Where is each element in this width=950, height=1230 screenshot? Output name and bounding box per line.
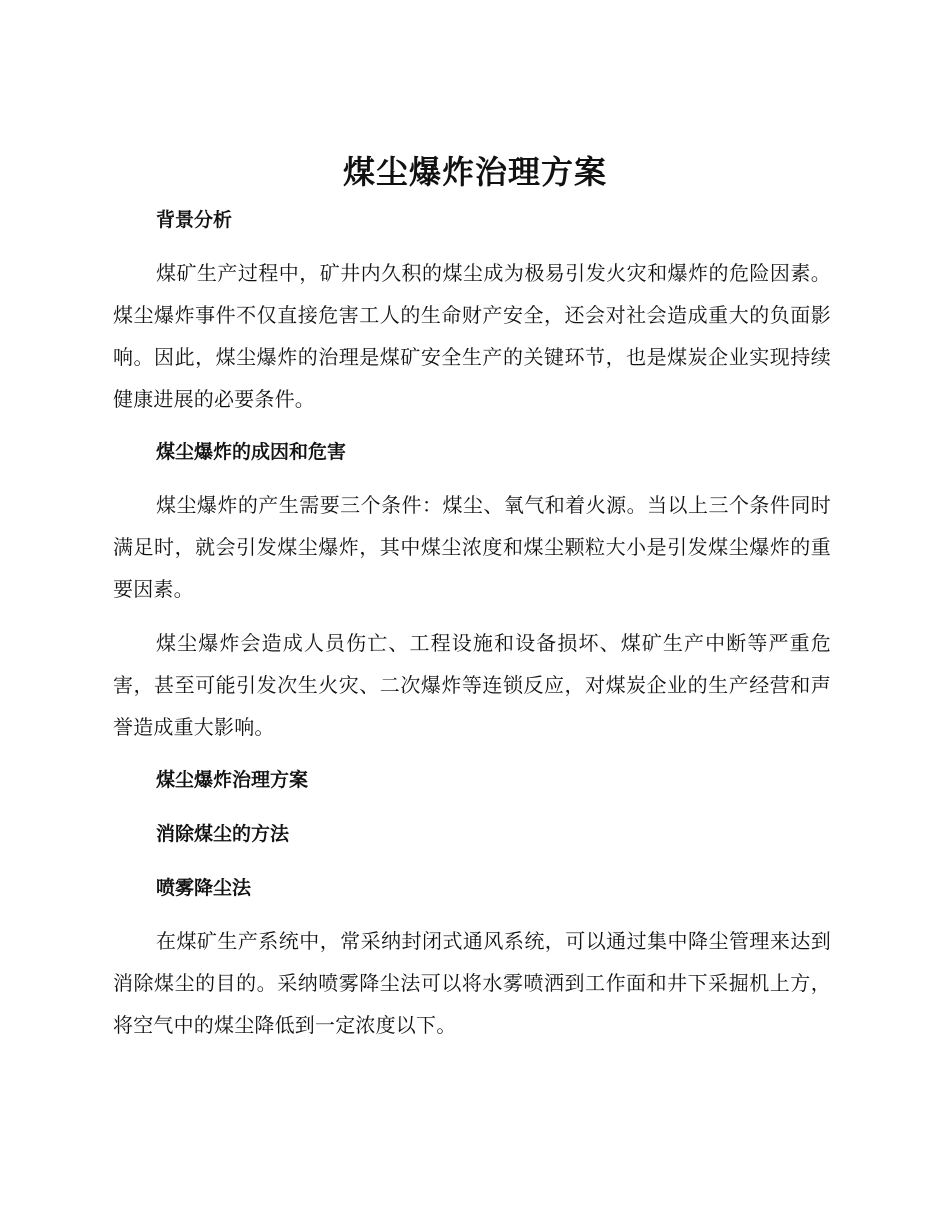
section-heading-plan: 煤尘爆炸治理方案 — [156, 769, 309, 791]
paragraph-spray-method: 在煤矿生产系统中，常采纳封闭式通风系统，可以通过集中降尘管理来达到消除煤尘的目的。采纳喷雾降尘法可以将水雾喷洒到工作面和井下采掘机上方，将空气中的煤尘降低到一定浓度以下。 — [113, 929, 831, 1037]
document-body — [113, 204, 831, 1046]
section-heading-causes: 煤尘爆炸的成因和危害 — [156, 441, 347, 463]
section-heading-spray: 喷雾降尘法 — [156, 877, 252, 899]
paragraph-causes-hazards: 煤尘爆炸会造成人员伤亡、工程设施和设备损坏、煤矿生产中断等严重危害，甚至可能引发次生火灾、二次爆炸等连锁反应，对煤炭企业的生产经营和声誉造成重大影响。 — [113, 631, 831, 739]
paragraph-background: 煤矿生产过程中，矿井内久积的煤尘成为极易引发火灾和爆炸的危险因素。煤尘爆炸事件不仅直接危害工人的生命财产安全，还会对社会造成重大的负面影响。因此，煤尘爆炸的治理是煤矿安全生产的关键环节，也是煤炭企业实现持续健康进展的必要条件。 — [113, 261, 831, 411]
document-title: 煤尘爆炸治理方案 — [342, 153, 607, 191]
section-heading-background: 背景分析 — [156, 209, 233, 231]
section-heading-removal-methods: 消除煤尘的方法 — [156, 823, 290, 845]
paragraph-causes-conditions: 煤尘爆炸的产生需要三个条件：煤尘、氧气和着火源。当以上三个条件同时满足时，就会引发煤尘爆炸，其中煤尘浓度和煤尘颗粒大小是引发煤尘爆炸的重要因素。 — [113, 493, 831, 601]
